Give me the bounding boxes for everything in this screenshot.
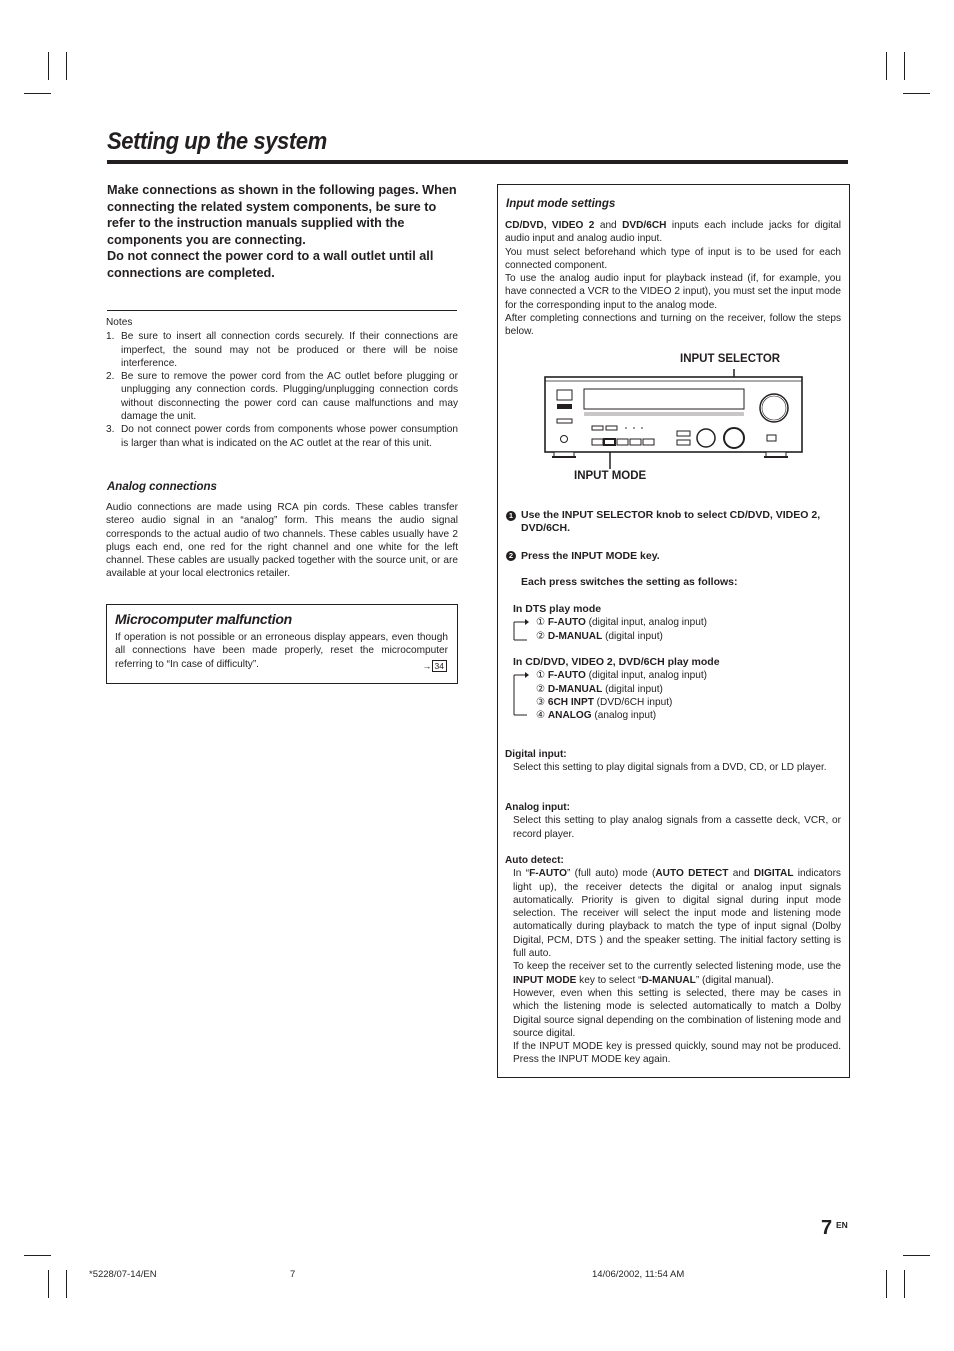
crop-mark (886, 52, 887, 80)
input-name: DVD/6CH (622, 220, 667, 231)
step-number-icon: 1 (506, 511, 516, 521)
auto-text: However, even when this setting is selected, there may be cases in which the listening mode is selected automatically to match a Dolby Digital source signal depending on the combination of listening mode and source digital. (513, 987, 841, 1039)
option-description: (analog input) (591, 710, 657, 722)
input-selector-label: INPUT SELECTOR (680, 353, 781, 365)
dts-mode-heading: In DTS play mode (513, 603, 602, 615)
footer-page: 7 (290, 1269, 296, 1280)
option-number: ② (536, 683, 546, 695)
intro-warning: Do not connect the power cord to a wall outlet until all connections are completed. (107, 249, 434, 280)
crop-mark (24, 93, 51, 94)
mode-option (536, 709, 843, 722)
auto-text: If the INPUT MODE key is pressed quickly, sound may not be produced. Press the INPUT MODE key again. (513, 1041, 841, 1066)
step-1 (506, 509, 842, 536)
input-mode-heading: Input mode settings (506, 198, 616, 210)
auto-text: ” (full auto) mode ( (567, 868, 656, 880)
intro-text: To use the analog audio input for playback instead (if, for example, you have connected a VCR to the VIDEO 2 input), you must set the input mode for the corresponding input to the analog mode. (505, 273, 841, 311)
mode-option (536, 696, 843, 709)
auto-text: indicators light up), the receiver detects the digital or analog input signals automatically. Priority is given to digital signal during input mode selection. The receiver will select the input mode and listening mode automatically during playback to match the type of input signal (Dolby Digital, PCM, DTS ) and the speaker setting. The initial factory setting is full auto. (513, 868, 841, 960)
steps-section (506, 509, 842, 589)
reference-page: 34 (432, 660, 447, 672)
option-name: ANALOG (547, 710, 592, 722)
note-text: Be sure to remove the power cord from the AC outlet before plugging or unplugging any connection cords. Plugging/unplugging connection cords without disconnecting the power cord can cause malfunctions and may damage the unit. (121, 371, 458, 423)
crop-mark (903, 1255, 930, 1256)
crop-mark (48, 52, 49, 80)
microcomputer-heading: Microcomputer malfunction (115, 611, 292, 627)
option-name: 6CH INPT (547, 696, 594, 708)
crop-mark (66, 52, 67, 80)
crop-mark (903, 93, 930, 94)
crop-mark (886, 1270, 887, 1298)
step-text: Press the INPUT MODE key. (521, 549, 660, 562)
receiver-front-panel-diagram (542, 365, 807, 471)
microcomputer-text: If operation is not possible or an erroneous display appears, even though all connections have been made properly, reset the microcomputer referring to “In case of difficulty”. (115, 632, 448, 670)
note-number: 3. (106, 424, 115, 436)
digital-input-definition (505, 748, 841, 775)
notes-section (106, 316, 458, 450)
note-item (106, 423, 458, 450)
option-number: ① (536, 617, 546, 629)
microcomputer-box (106, 604, 458, 684)
cd-mode-section (513, 656, 843, 722)
auto-text: In “ (513, 868, 530, 880)
mode-name: F-AUTO (529, 868, 568, 880)
auto-detect-heading: Auto detect: (505, 855, 564, 866)
option-number: ④ (536, 710, 546, 722)
crop-mark (904, 1270, 905, 1298)
analog-input-definition (505, 801, 841, 841)
option-name: D-MANUAL (547, 683, 603, 695)
analog-text: Audio connections are made using RCA pin cords. These cables transfer stereo audio signal in an “analog” form. This means the audio signal corresponds to the actual audio of two channels. These cables usually have 2 plugs each end, one red for the right channel and one white for the left channel. These cables are usually packed together with the source unit, or are available at your local electronics retailer. (106, 502, 458, 580)
option-number: ① (536, 670, 546, 682)
page-number: 7 (821, 1217, 833, 1239)
note-number: 1. (106, 331, 115, 343)
page-language: EN (836, 1220, 848, 1230)
note-item (106, 330, 458, 370)
page-title: Setting up the system (107, 128, 327, 155)
option-description: (digital input) (602, 683, 663, 695)
indicator-name: AUTO DETECT (655, 868, 729, 880)
step-number-icon: 2 (506, 551, 516, 561)
auto-detect-text (505, 867, 841, 1066)
intro-text: You must select beforehand which type of input is to be used for each connected component. (505, 246, 841, 271)
page-reference-icon: → 34 (423, 660, 447, 672)
crop-mark (66, 1270, 67, 1298)
crop-mark (48, 1270, 49, 1298)
option-name: F-AUTO (547, 670, 586, 682)
notes-list (106, 330, 458, 450)
cycle-arrow-icon (513, 669, 533, 725)
step-text: Use the INPUT SELECTOR knob to select CD/DVD, VIDEO 2, DVD/6CH. (521, 509, 821, 535)
footer-code: *5228/07-14/EN (89, 1269, 157, 1280)
mode-option (536, 616, 843, 629)
option-description: (DVD/6CH input) (593, 696, 673, 708)
crop-mark (904, 52, 905, 80)
mode-name: D-MANUAL (641, 974, 696, 986)
cycle-arrow-icon (513, 616, 533, 644)
crop-mark (24, 1255, 51, 1256)
mode-option (536, 630, 843, 643)
dts-mode-section (513, 603, 843, 643)
input-mode-box (497, 184, 850, 1078)
digital-input-text: Select this setting to play digital signals from a DVD, CD, or LD player. (513, 762, 827, 774)
option-name: F-AUTO (547, 617, 586, 629)
cd-mode-list (513, 669, 843, 722)
intro-text (107, 182, 462, 282)
option-description: (digital input, analog input) (585, 617, 708, 629)
analog-heading: Analog connections (107, 481, 217, 493)
intro-text: After completing connections and turning on the receiver, follow the steps below. (505, 313, 841, 338)
note-item (106, 370, 458, 423)
auto-text: To keep the receiver set to the currently selected listening mode, use the (513, 961, 841, 973)
auto-text: and (728, 868, 754, 880)
auto-detect-definition (505, 854, 841, 1067)
auto-text: key to select “ (576, 974, 642, 986)
input-mode-label: INPUT MODE (574, 470, 647, 482)
mode-option (536, 683, 843, 696)
option-number: ② (536, 630, 546, 642)
indicator-name: DIGITAL (753, 868, 794, 880)
input-name: CD/DVD, VIDEO 2 (505, 220, 595, 231)
step-2 (506, 550, 842, 563)
cd-mode-heading: In CD/DVD, VIDEO 2, DVD/6CH play mode (513, 656, 720, 668)
each-press-text: Each press switches the setting as follows: (521, 575, 738, 588)
digital-input-heading: Digital input: (505, 749, 567, 760)
analog-input-text: Select this setting to play analog signals from a cassette deck, VCR, or record player. (513, 815, 841, 840)
option-name: D-MANUAL (547, 630, 603, 642)
title-rule (107, 160, 848, 164)
intro-conjunction: and (594, 220, 623, 231)
option-number: ③ (536, 696, 546, 708)
intro-paragraph: Make connections as shown in the following pages. When connecting the related system components, be sure to refer to the instruction manuals supplied with the components you are connecting. (107, 183, 457, 247)
mode-option (536, 669, 843, 682)
dts-mode-list (513, 616, 843, 643)
key-name: INPUT MODE (513, 974, 577, 986)
footer-date: 14/06/2002, 11:54 AM (592, 1269, 685, 1280)
notes-heading: Notes (106, 317, 133, 328)
analog-input-heading: Analog input: (505, 802, 571, 813)
input-mode-intro (505, 219, 841, 339)
auto-text: ” (digital manual). (695, 974, 774, 986)
note-number: 2. (106, 371, 115, 383)
section-divider (107, 310, 457, 311)
intro-text: inputs each include jacks for digital audio input and analog audio input. (505, 220, 841, 245)
option-description: (digital input, analog input) (585, 670, 708, 682)
option-description: (digital input) (602, 630, 663, 642)
note-text: Do not connect power cords from components whose power consumption is larger than what is indicated on the AC outlet at the rear of this unit. (121, 424, 458, 449)
note-text: Be sure to insert all connection cords securely. If their connections are imperfect, the sound may not be produced or there will be noise interference. (121, 331, 458, 369)
